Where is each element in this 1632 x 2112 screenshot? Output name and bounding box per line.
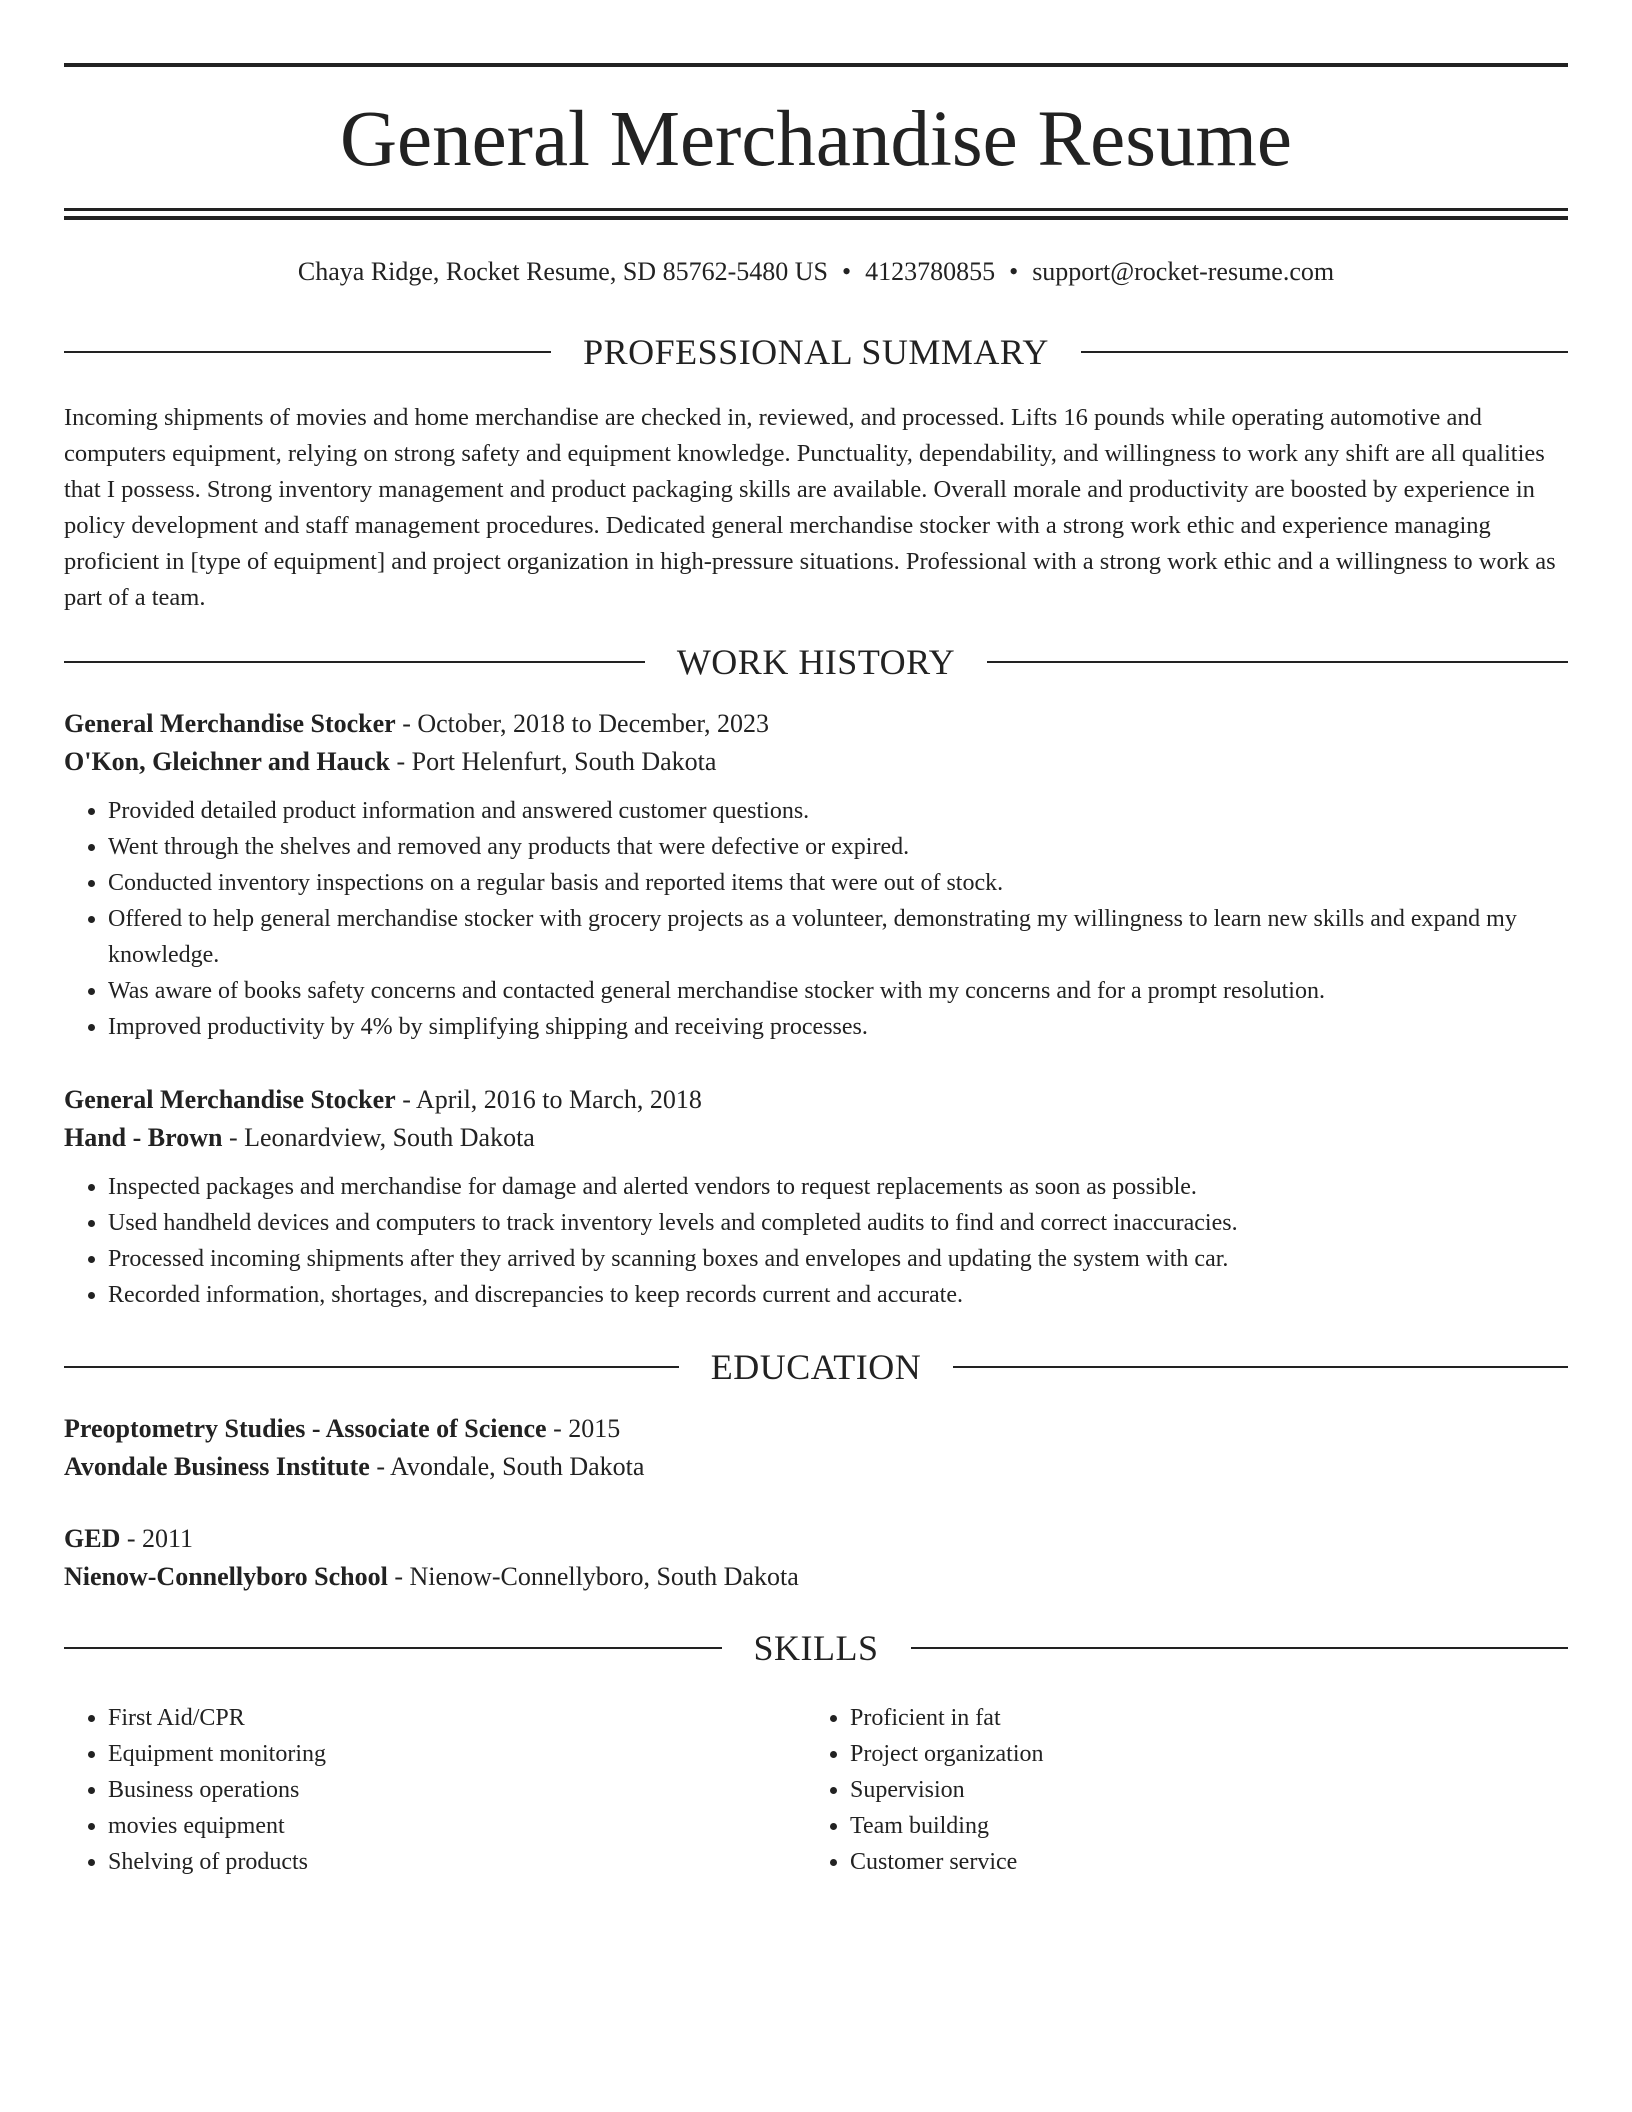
work-location: - Port Helenfurt, South Dakota <box>390 747 717 776</box>
work-role: General Merchandise Stocker <box>64 709 396 738</box>
section-header-skills <box>64 1628 1568 1668</box>
title-rule-upper <box>64 208 1568 211</box>
work-company-line <box>64 743 1568 781</box>
work-bullet: • Conducted inventory inspections on a regular basis and reported items that were out of stock. <box>108 865 1568 901</box>
work-bullets <box>64 1169 1568 1313</box>
work-dates: - April, 2016 to March, 2018 <box>395 1085 702 1114</box>
work-entry-2 <box>64 1081 1568 1313</box>
section-rule-right <box>953 1366 1568 1368</box>
work-bullet: • Recorded information, shortages, and discrepancies to keep records current and accurate. <box>108 1277 1568 1313</box>
skills-list-left <box>64 1700 794 1880</box>
skills-column-left <box>64 1700 794 1880</box>
education-school: Avondale Business Institute <box>64 1452 370 1481</box>
work-role-line <box>64 705 1568 743</box>
contact-email: support@rocket-resume.com <box>1032 257 1335 286</box>
skills-column-right <box>806 1700 1506 1880</box>
work-role: General Merchandise Stocker <box>64 1085 396 1114</box>
education-degree: GED <box>64 1524 121 1553</box>
skill-item: • Project organization <box>850 1736 1506 1772</box>
section-title-work: WORK HISTORY <box>676 642 956 682</box>
section-title-summary: PROFESSIONAL SUMMARY <box>583 332 1049 372</box>
top-rule <box>64 63 1568 67</box>
education-entry-1 <box>64 1410 1568 1486</box>
section-rule-left <box>64 661 645 663</box>
work-bullet: • Offered to help general merchandise stocker with grocery projects as a volunteer, demonstrating my willingness to learn new skills and expand my knowledge. <box>108 901 1568 973</box>
education-entry-2 <box>64 1520 1568 1596</box>
education-degree-line <box>64 1520 1568 1558</box>
section-rule-right <box>911 1647 1569 1649</box>
work-bullet: • Improved productivity by 4% by simplifying shipping and receiving processes. <box>108 1009 1568 1045</box>
work-bullet: • Was aware of books safety concerns and contacted general merchandise stocker with my concerns and for a prompt resolution. <box>108 973 1568 1009</box>
contact-separator: • <box>1009 257 1019 286</box>
contact-line <box>64 254 1568 290</box>
skill-item: • Team building <box>850 1808 1506 1844</box>
work-company: Hand - Brown <box>64 1123 223 1152</box>
skill-item: • movies equipment <box>108 1808 794 1844</box>
section-header-work <box>64 642 1568 682</box>
title-rule-lower <box>64 216 1568 220</box>
skill-item: • Supervision <box>850 1772 1506 1808</box>
section-rule-left <box>64 1647 722 1649</box>
work-company: O'Kon, Gleichner and Hauck <box>64 747 391 776</box>
section-header-summary <box>64 332 1568 372</box>
skill-item: • Shelving of products <box>108 1844 794 1880</box>
work-company-line <box>64 1119 1568 1157</box>
education-year: - 2015 <box>546 1414 621 1443</box>
work-role-line <box>64 1081 1568 1119</box>
education-school: Nienow-Connellyboro School <box>64 1562 388 1591</box>
section-title-education: EDUCATION <box>710 1347 922 1387</box>
contact-separator: • <box>841 257 852 286</box>
contact-address: Chaya Ridge, Rocket Resume, SD 85762-5480 US <box>297 257 828 286</box>
section-header-education <box>64 1347 1568 1387</box>
education-degree-line <box>64 1410 1568 1448</box>
section-rule-left <box>64 1366 679 1368</box>
skill-item: • Proficient in fat <box>850 1700 1506 1736</box>
section-rule-right <box>1081 351 1568 353</box>
contact-phone: 4123780855 <box>865 257 996 286</box>
skill-item: • First Aid/CPR <box>108 1700 794 1736</box>
section-title-skills: SKILLS <box>753 1628 879 1668</box>
work-bullet: • Inspected packages and merchandise for damage and alerted vendors to request replacements as soon as possible. <box>108 1169 1568 1205</box>
resume-title: General Merchandise Resume <box>339 96 1292 183</box>
education-school-line <box>64 1448 1568 1486</box>
section-rule-left <box>64 351 551 353</box>
section-rule-right <box>987 661 1568 663</box>
education-location: - Nienow-Connellyboro, South Dakota <box>387 1562 799 1591</box>
skill-item: • Equipment monitoring <box>108 1736 794 1772</box>
education-location: - Avondale, South Dakota <box>369 1452 645 1481</box>
work-bullets <box>64 793 1568 1045</box>
work-bullet: • Provided detailed product information and answered customer questions. <box>108 793 1568 829</box>
skill-item: • Business operations <box>108 1772 794 1808</box>
summary-text: Incoming shipments of movies and home merchandise are checked in, reviewed, and processed. Lifts 16 pounds while operating automotive and computers equipment, relying on strong safety and equipment knowledge. Punctuality, dependability, and willingness to work any shift are all qualities that I possess. Strong inventory management and product packaging skills are available. Overall morale and productivity are boosted by experience in policy development and staff management procedures. Dedicated general merchandise stocker with a strong work ethic and experience managing proficient in [type of equipment] and project organization in high-pressure situations. Professional with a strong work ethic and a willingness to work as part of a team. <box>64 404 1556 611</box>
work-location: - Leonardview, South Dakota <box>222 1123 535 1152</box>
education-year: - 2011 <box>120 1524 194 1553</box>
skills-list-right <box>806 1700 1506 1880</box>
work-bullet: • Went through the shelves and removed any products that were defective or expired. <box>108 829 1568 865</box>
work-bullet: • Used handheld devices and computers to track inventory levels and completed audits to find and correct inaccuracies. <box>108 1205 1568 1241</box>
work-dates: - October, 2018 to December, 2023 <box>395 709 770 738</box>
education-degree: Preoptometry Studies - Associate of Science <box>64 1414 547 1443</box>
education-school-line <box>64 1558 1568 1596</box>
work-bullet: • Processed incoming shipments after they arrived by scanning boxes and envelopes and updating the system with car. <box>108 1241 1568 1277</box>
skill-item: • Customer service <box>850 1844 1506 1880</box>
work-entry-1 <box>64 705 1568 1045</box>
